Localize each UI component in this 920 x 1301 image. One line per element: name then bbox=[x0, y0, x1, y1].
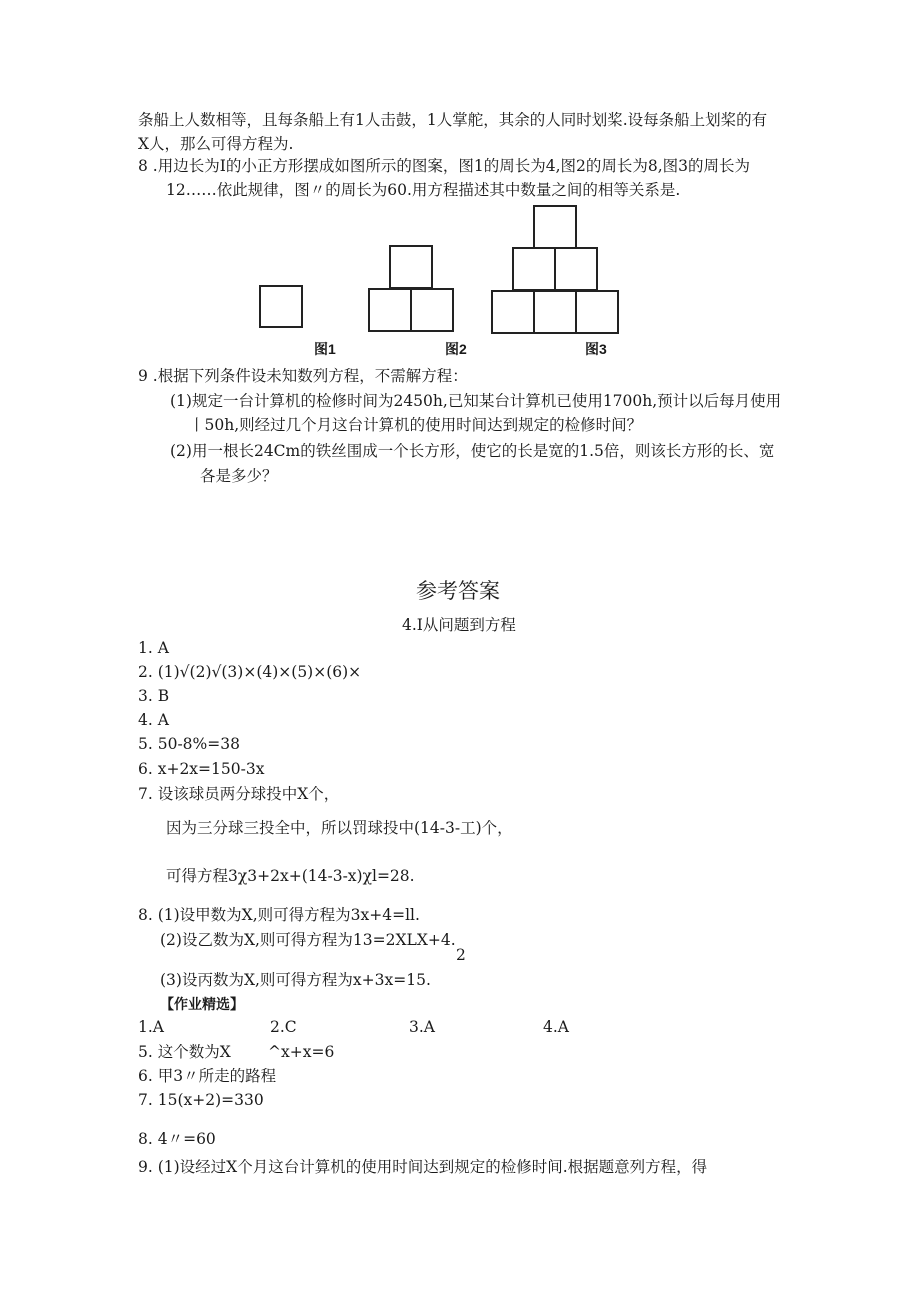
homework-5: 5. 这个数为X bbox=[138, 1043, 231, 1061]
answer-4: 4. A bbox=[138, 711, 169, 729]
figure-3-square bbox=[554, 247, 598, 291]
answer-7-line-2: 因为三分球三投全中，所以罚球投中(14-3-工)个， bbox=[166, 819, 513, 837]
question-8-line-2: 12……依此规律，图〃的周长为60.用方程描述其中数量之间的相等关系是. bbox=[166, 181, 681, 199]
figure-2-square bbox=[410, 288, 454, 332]
answer-3: 3. B bbox=[138, 687, 170, 705]
answer-8-part-2: (2)设乙数为X,则可得方程为13=2XLX+4. bbox=[160, 931, 456, 949]
figure-2-caption: 图2 bbox=[445, 341, 467, 357]
homework-label: 【作业精选】 bbox=[160, 997, 244, 1013]
answer-7: 7. 设该球员两分球投中X个， bbox=[138, 785, 340, 803]
homework-9: 9. (1)设经过X个月这台计算机的使用时间达到规定的检修时间.根据题意列方程，得 bbox=[138, 1158, 708, 1176]
question-9-head: 9 .根据下列条件设未知数列方程，不需解方程： bbox=[138, 367, 468, 385]
intro-line-1: 条船上人数相等，且每条船上有1人击鼓，1人掌舵，其余的人同时划桨.设每条船上划桨的有 bbox=[138, 111, 768, 129]
answer-5: 5. 50-8%=38 bbox=[138, 735, 240, 753]
answer-6: 6. x+2x=150-3x bbox=[138, 760, 265, 778]
homework-7: 7. 15(x+2)=330 bbox=[138, 1091, 264, 1109]
figure-2-square bbox=[368, 288, 412, 332]
answers-subtitle: 4.I从问题到方程 bbox=[402, 616, 516, 634]
intro-line-2: X人，那么可得方程为. bbox=[138, 135, 294, 153]
question-9-part-1a: (1)规定一台计算机的检修时间为2450h,已知某台计算机已使用1700h,预计以后每月使用 bbox=[170, 392, 782, 410]
homework-2: 2.C bbox=[270, 1018, 297, 1036]
homework-6: 6. 甲3〃所走的路程 bbox=[138, 1067, 277, 1085]
answer-2: 2. (1)√(2)√(3)×(4)×(5)×(6)× bbox=[138, 663, 362, 681]
figure-3-square bbox=[533, 205, 577, 249]
question-9-part-1b: 丨50h,则经过几个月这台计算机的使用时间达到规定的检修时间？ bbox=[189, 416, 643, 434]
answer-8-part-2-subscript: 2 bbox=[456, 946, 466, 964]
answers-title: 参考答案 bbox=[416, 579, 500, 603]
figure-3-square bbox=[575, 290, 619, 334]
question-8-line-1: 8 .用边长为I的小正方形摆成如图所示的图案，图1的周长为4,图2的周长为8,图3的周长为 bbox=[138, 157, 751, 175]
figure-3-square bbox=[491, 290, 535, 334]
homework-5-equation: ^x+x=6 bbox=[268, 1043, 335, 1061]
homework-8: 8. 4〃=60 bbox=[138, 1130, 216, 1148]
figure-3-square bbox=[533, 290, 577, 334]
figure-3-square bbox=[512, 247, 556, 291]
homework-1: 1.A bbox=[138, 1018, 164, 1036]
figure-1-caption: 图1 bbox=[314, 341, 336, 357]
figure-3-caption: 图3 bbox=[585, 341, 607, 357]
homework-4: 4.A bbox=[543, 1018, 569, 1036]
answer-8-part-1: 8. (1)设甲数为X,则可得方程为3x+4=ll. bbox=[138, 906, 420, 924]
answer-7-line-3: 可得方程3χ3+2x+(14-3-x)χl=28. bbox=[166, 867, 415, 885]
figure-2-square bbox=[389, 245, 433, 289]
answer-8-part-3: (3)设丙数为X,则可得方程为x+3x=15. bbox=[160, 971, 431, 989]
homework-3: 3.A bbox=[409, 1018, 435, 1036]
question-9-part-2a: (2)用一根长24Cm的铁丝围成一个长方形，使它的长是宽的1.5倍，则该长方形的长、宽 bbox=[170, 442, 775, 460]
figure-1-square bbox=[259, 285, 303, 328]
answer-1: 1. A bbox=[138, 639, 169, 657]
question-9-part-2b: 各是多少？ bbox=[200, 467, 278, 485]
